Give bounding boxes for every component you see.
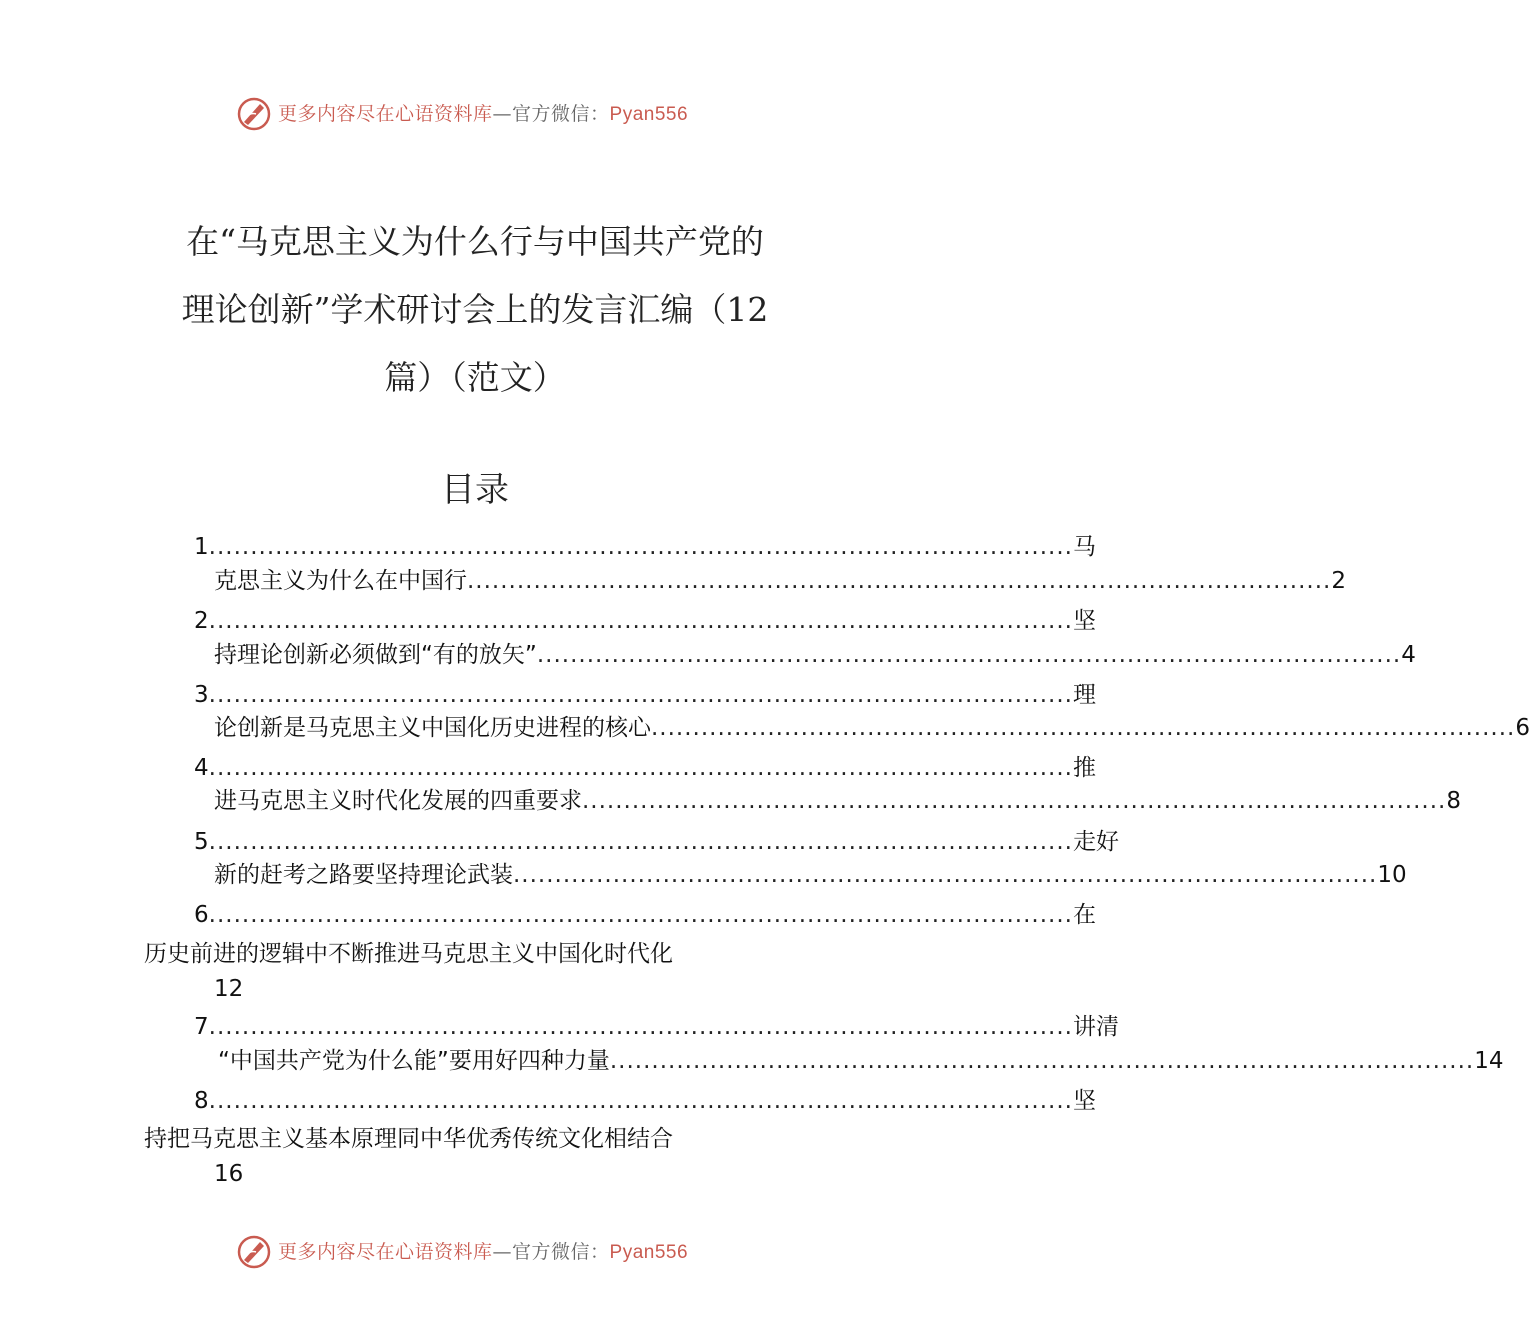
toc-entry-number: 4	[194, 755, 209, 781]
pen-logo-icon	[236, 1234, 272, 1270]
toc-entry-1-line[interactable]	[194, 532, 1096, 562]
banner-text	[278, 99, 688, 126]
toc-entry-number: 2	[194, 608, 209, 634]
toc-entry-number: 7	[194, 1014, 209, 1040]
toc-entry-6-line[interactable]	[194, 900, 1096, 930]
toc-leader-dots: ........................................................................................................	[208, 608, 1073, 634]
toc-heading: 目录	[441, 470, 509, 510]
toc-entry-title-rest: 进马克思主义时代化发展的四重要求	[214, 788, 582, 814]
toc-entry-5-continuation[interactable]	[214, 860, 1407, 890]
toc-entry-number: 5	[194, 829, 209, 855]
toc-entry-page: 4	[1401, 642, 1416, 668]
toc-leader-dots: ........................................................................................................	[208, 534, 1073, 560]
toc-entry-6-title-rest[interactable]: 历史前进的逻辑中不断推进马克思主义中国化时代化	[144, 941, 673, 967]
banner-brand: 更多内容尽在心语资料库	[278, 1241, 493, 1263]
toc-leader-dots: ........................................................................................................	[208, 1014, 1073, 1040]
toc-entry-7-line[interactable]	[194, 1012, 1119, 1042]
toc-entry-1-continuation[interactable]	[214, 566, 1346, 596]
toc-leader-dots: ........................................................................................................	[208, 902, 1073, 928]
document-title-line-2: 理论创新”学术研讨会上的发言汇编（12	[181, 290, 769, 329]
toc-entry-number: 1	[194, 534, 209, 560]
banner-separator: —	[492, 1241, 513, 1263]
toc-leader-dots: ........................................................................................................	[609, 1048, 1475, 1074]
toc-entry-number: 8	[194, 1088, 209, 1114]
header-banner	[0, 94, 950, 134]
toc-entry-title-rest: 新的赶考之路要坚持理论武装	[214, 862, 513, 888]
toc-leader-dots: ........................................................................................................	[208, 829, 1073, 855]
toc-entry-title-rest: 克思主义为什么在中国行	[214, 568, 467, 594]
toc-entry-3-line[interactable]	[194, 680, 1096, 710]
document-title-line-1: 在“马克思主义为什么行与中国共产党的	[186, 222, 764, 261]
toc-entry-title-start: 在	[1073, 902, 1096, 928]
toc-leader-dots: ........................................................................................................	[208, 755, 1073, 781]
toc-entry-title-rest: 持理论创新必须做到“有的放矢”	[214, 642, 537, 668]
toc-entry-title-rest: 论创新是马克思主义中国化历史进程的核心	[214, 715, 651, 741]
toc-entry-page: 10	[1377, 862, 1407, 888]
banner-separator: —	[492, 103, 513, 125]
toc-leader-dots: ........................................................................................................	[582, 788, 1447, 814]
toc-entry-page: 8	[1446, 788, 1461, 814]
pen-logo-icon	[236, 96, 272, 132]
banner-brand: 更多内容尽在心语资料库	[278, 103, 493, 125]
toc-leader-dots: ........................................................................................................	[208, 1088, 1073, 1114]
toc-leader-dots: ........................................................................................................	[208, 682, 1073, 708]
toc-leader-dots: ........................................................................................................	[513, 862, 1378, 888]
toc-entry-8-line[interactable]	[194, 1086, 1096, 1116]
banner-text	[278, 1237, 688, 1264]
toc-entry-2-continuation[interactable]	[214, 640, 1416, 670]
toc-leader-dots: ........................................................................................................	[467, 568, 1332, 594]
banner-account: Pyan556	[609, 104, 689, 125]
toc-entry-title-start: 走好	[1073, 829, 1119, 855]
toc-entry-2-line[interactable]	[194, 606, 1096, 636]
toc-entry-8-page: 16	[214, 1161, 244, 1187]
toc-leader-dots: ........................................................................................................	[651, 715, 1516, 741]
toc-entry-page: 14	[1474, 1048, 1504, 1074]
toc-entry-page: 6	[1515, 715, 1530, 741]
toc-entry-7-continuation[interactable]	[218, 1046, 1504, 1076]
footer-banner	[0, 1232, 950, 1272]
toc-entry-title-start: 马	[1073, 534, 1096, 560]
toc-entry-title-start: 坚	[1073, 1088, 1096, 1114]
document-title-line-3: 篇）（范文）	[384, 358, 566, 397]
toc-entry-number: 6	[194, 902, 209, 928]
toc-entry-title-rest: “中国共产党为什么能”要用好四种力量	[218, 1048, 610, 1074]
toc-entry-title-start: 讲清	[1073, 1014, 1119, 1040]
banner-label: 官方微信：	[512, 1241, 610, 1263]
toc-entry-title-start: 推	[1073, 755, 1096, 781]
toc-entry-number: 3	[194, 682, 209, 708]
toc-entry-4-continuation[interactable]	[214, 786, 1461, 816]
toc-entry-page: 2	[1331, 568, 1346, 594]
banner-label: 官方微信：	[512, 103, 610, 125]
toc-entry-5-line[interactable]	[194, 827, 1119, 857]
toc-entry-8-title-rest[interactable]: 持把马克思主义基本原理同中华优秀传统文化相结合	[144, 1126, 673, 1152]
toc-entry-6-page: 12	[214, 976, 244, 1002]
banner-account: Pyan556	[609, 1242, 689, 1263]
toc-entry-3-continuation[interactable]	[214, 713, 1530, 743]
toc-entry-4-line[interactable]	[194, 753, 1096, 783]
toc-leader-dots: ........................................................................................................	[536, 642, 1402, 668]
toc-entry-title-start: 理	[1073, 682, 1096, 708]
toc-entry-title-start: 坚	[1073, 608, 1096, 634]
